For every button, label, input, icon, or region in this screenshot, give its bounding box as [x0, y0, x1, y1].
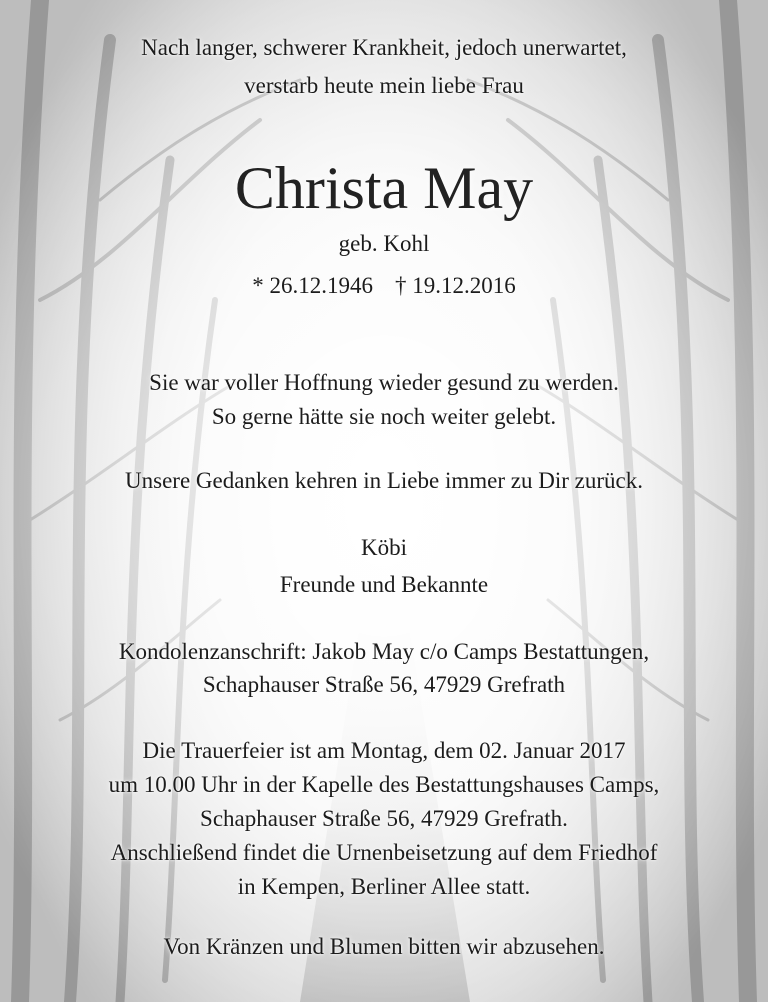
mourner-1: Köbi	[361, 535, 407, 560]
verse-line-1: Sie war voller Hoffnung wieder gesund zu werden.	[149, 370, 619, 395]
funeral-line-1: Die Trauerfeier ist am Montag, dem 02. Januar 2017	[142, 738, 626, 763]
remembrance-line: Unsere Gedanken kehren in Liebe immer zu Dir zurück.	[125, 468, 643, 493]
funeral-line-3: Schaphauser Straße 56, 47929 Grefrath.	[200, 806, 568, 831]
funeral-line-4: Anschließend findet die Urnenbeisetzung auf dem Friedhof	[110, 840, 658, 865]
deceased-name: Christa May	[234, 155, 534, 221]
funeral-line-2: um 10.00 Uhr in der Kapelle des Bestattungshauses Camps,	[108, 772, 660, 797]
condolence-line-2: Schaphauser Straße 56, 47929 Grefrath	[202, 672, 566, 697]
intro-line-1: Nach langer, schwerer Krankheit, jedoch unerwartet,	[141, 35, 627, 60]
intro-line-2: verstarb heute mein liebe Frau	[244, 73, 524, 98]
condolence-line-1: Kondolenzanschrift: Jakob May c/o Camps Bestattungen,	[118, 639, 650, 664]
birth-name: geb. Kohl	[338, 231, 430, 256]
funeral-line-5: in Kempen, Berliner Allee statt.	[237, 874, 531, 899]
mourner-2: Freunde und Bekannte	[279, 572, 489, 597]
death-date: † 19.12.2016	[395, 273, 516, 298]
closing-line: Von Kränzen und Blumen bitten wir abzusehen.	[163, 934, 605, 959]
life-dates	[0, 272, 768, 300]
verse-line-2: So gerne hätte sie noch weiter gelebt.	[211, 404, 557, 429]
birth-date: * 26.12.1946	[252, 273, 373, 298]
